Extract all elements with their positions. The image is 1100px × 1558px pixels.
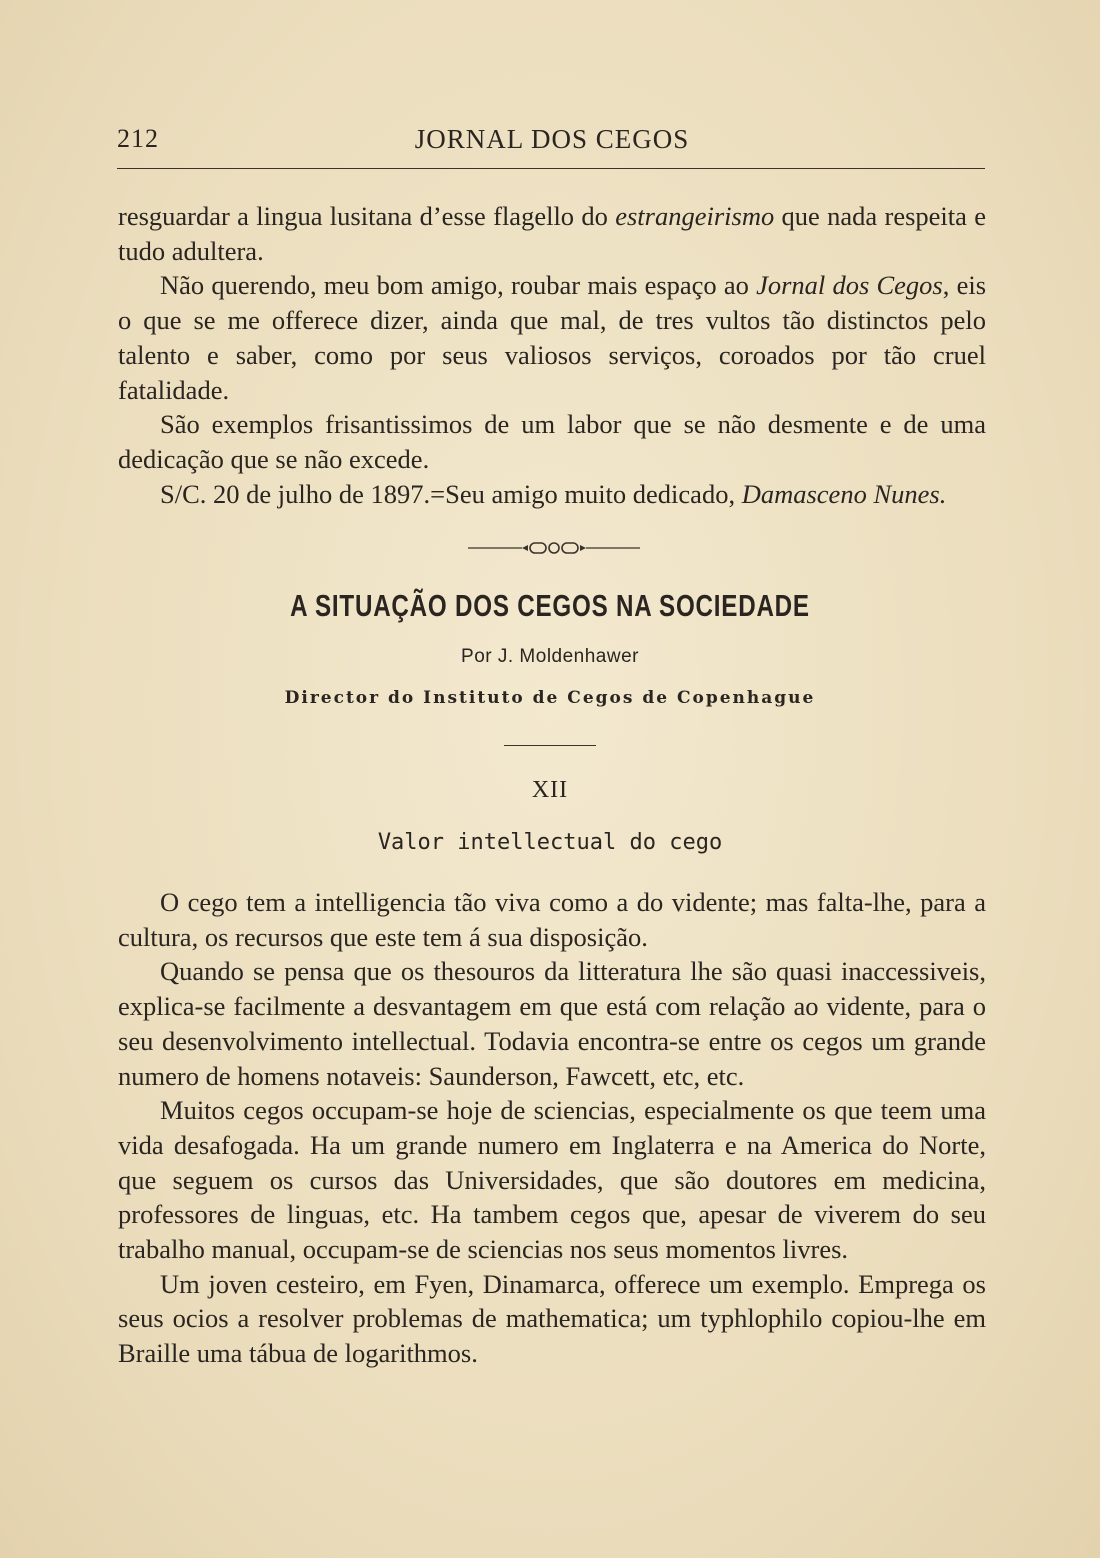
- chapter-number: XII: [531, 777, 569, 803]
- letter-paragraph: [118, 268, 986, 407]
- section-divider-ornament: [468, 538, 640, 558]
- body-paragraph: O cego tem a intelligencia tão viva como a do vidente; mas falta-lhe, para a cultura, os recursos que este tem á sua disposição.: [118, 887, 986, 952]
- letter-paragraph: São exemplos frisantissimos de um labor que se não desmente e de uma dedicação que se não excede.: [118, 409, 986, 474]
- text-span: S/C. 20 de julho de 1897.=Seu amigo muito dedicado,: [160, 478, 742, 509]
- running-head: [117, 120, 987, 160]
- body-paragraph: Quando se pensa que os thesouros da litteratura lhe são quasi inaccessiveis, explica-se facilmente a desvantagem em que está com relação ao vidente, para o seu desenvolvimento intellectual. Todavia encontra-se entre os cegos um grande numero de homens notaveis: Saunderson, Fawcett, etc, etc.: [118, 956, 986, 1091]
- letter-signature: [118, 477, 986, 512]
- signature-name: Damasceno Nunes.: [741, 478, 947, 509]
- author-role: Director do Instituto de Cegos de Copenhague: [284, 688, 816, 708]
- text-span: Não querendo, meu bom amigo, roubar mais espaço ao: [160, 270, 757, 301]
- journal-title: JORNAL DOS CEGOS: [414, 124, 690, 154]
- italic-term: estrangeirismo: [615, 201, 775, 231]
- body-paragraph: Um joven cesteiro, em Fyen, Dinamarca, offerece um exemplo. Emprega os seus ocios a resolver problemas de mathematica; um typhlophilo copiou-lhe em Braille uma tábua de logarithmos.: [118, 1268, 986, 1369]
- text-span: , eis o que se me offerece dizer, ainda que mal, de tres vultos tão distinctos pelo talento e saber, como por seus valiosos serviços, coroados por tão cruel fatalidade.: [118, 270, 987, 405]
- letter-conclusion: [118, 199, 986, 511]
- title-rule: [504, 745, 596, 746]
- article-body: [118, 885, 986, 1371]
- header-rule: [117, 168, 985, 169]
- italic-journal-name: Jornal dos Cegos: [756, 270, 943, 301]
- article-title: A SITUAÇÃO DOS CEGOS NA SOCIEDADE: [290, 588, 810, 623]
- letter-paragraph: [118, 199, 986, 268]
- text-span: resguardar a lingua lusitana d’esse flagello do: [118, 201, 616, 231]
- page-number: 212: [117, 124, 159, 153]
- body-paragraph: Muitos cegos occupam-se hoje de sciencias, especialmente os que teem uma vida desafogada. Ha um grande numero em Inglaterra e na America do Norte, que seguem os cursos das Universidades, que são doutores em medicina, professores de linguas, etc. Ha tambem cegos que, apesar de viverem do seu trabalho manual, occupam-se de sciencias nos seus momentos livres.: [118, 1095, 986, 1265]
- text-span: que nada respeita e tudo adultera.: [118, 201, 986, 266]
- byline: Por J. Moldenhawer: [461, 646, 639, 667]
- chapter-title: Valor intellectual do cego: [377, 830, 723, 855]
